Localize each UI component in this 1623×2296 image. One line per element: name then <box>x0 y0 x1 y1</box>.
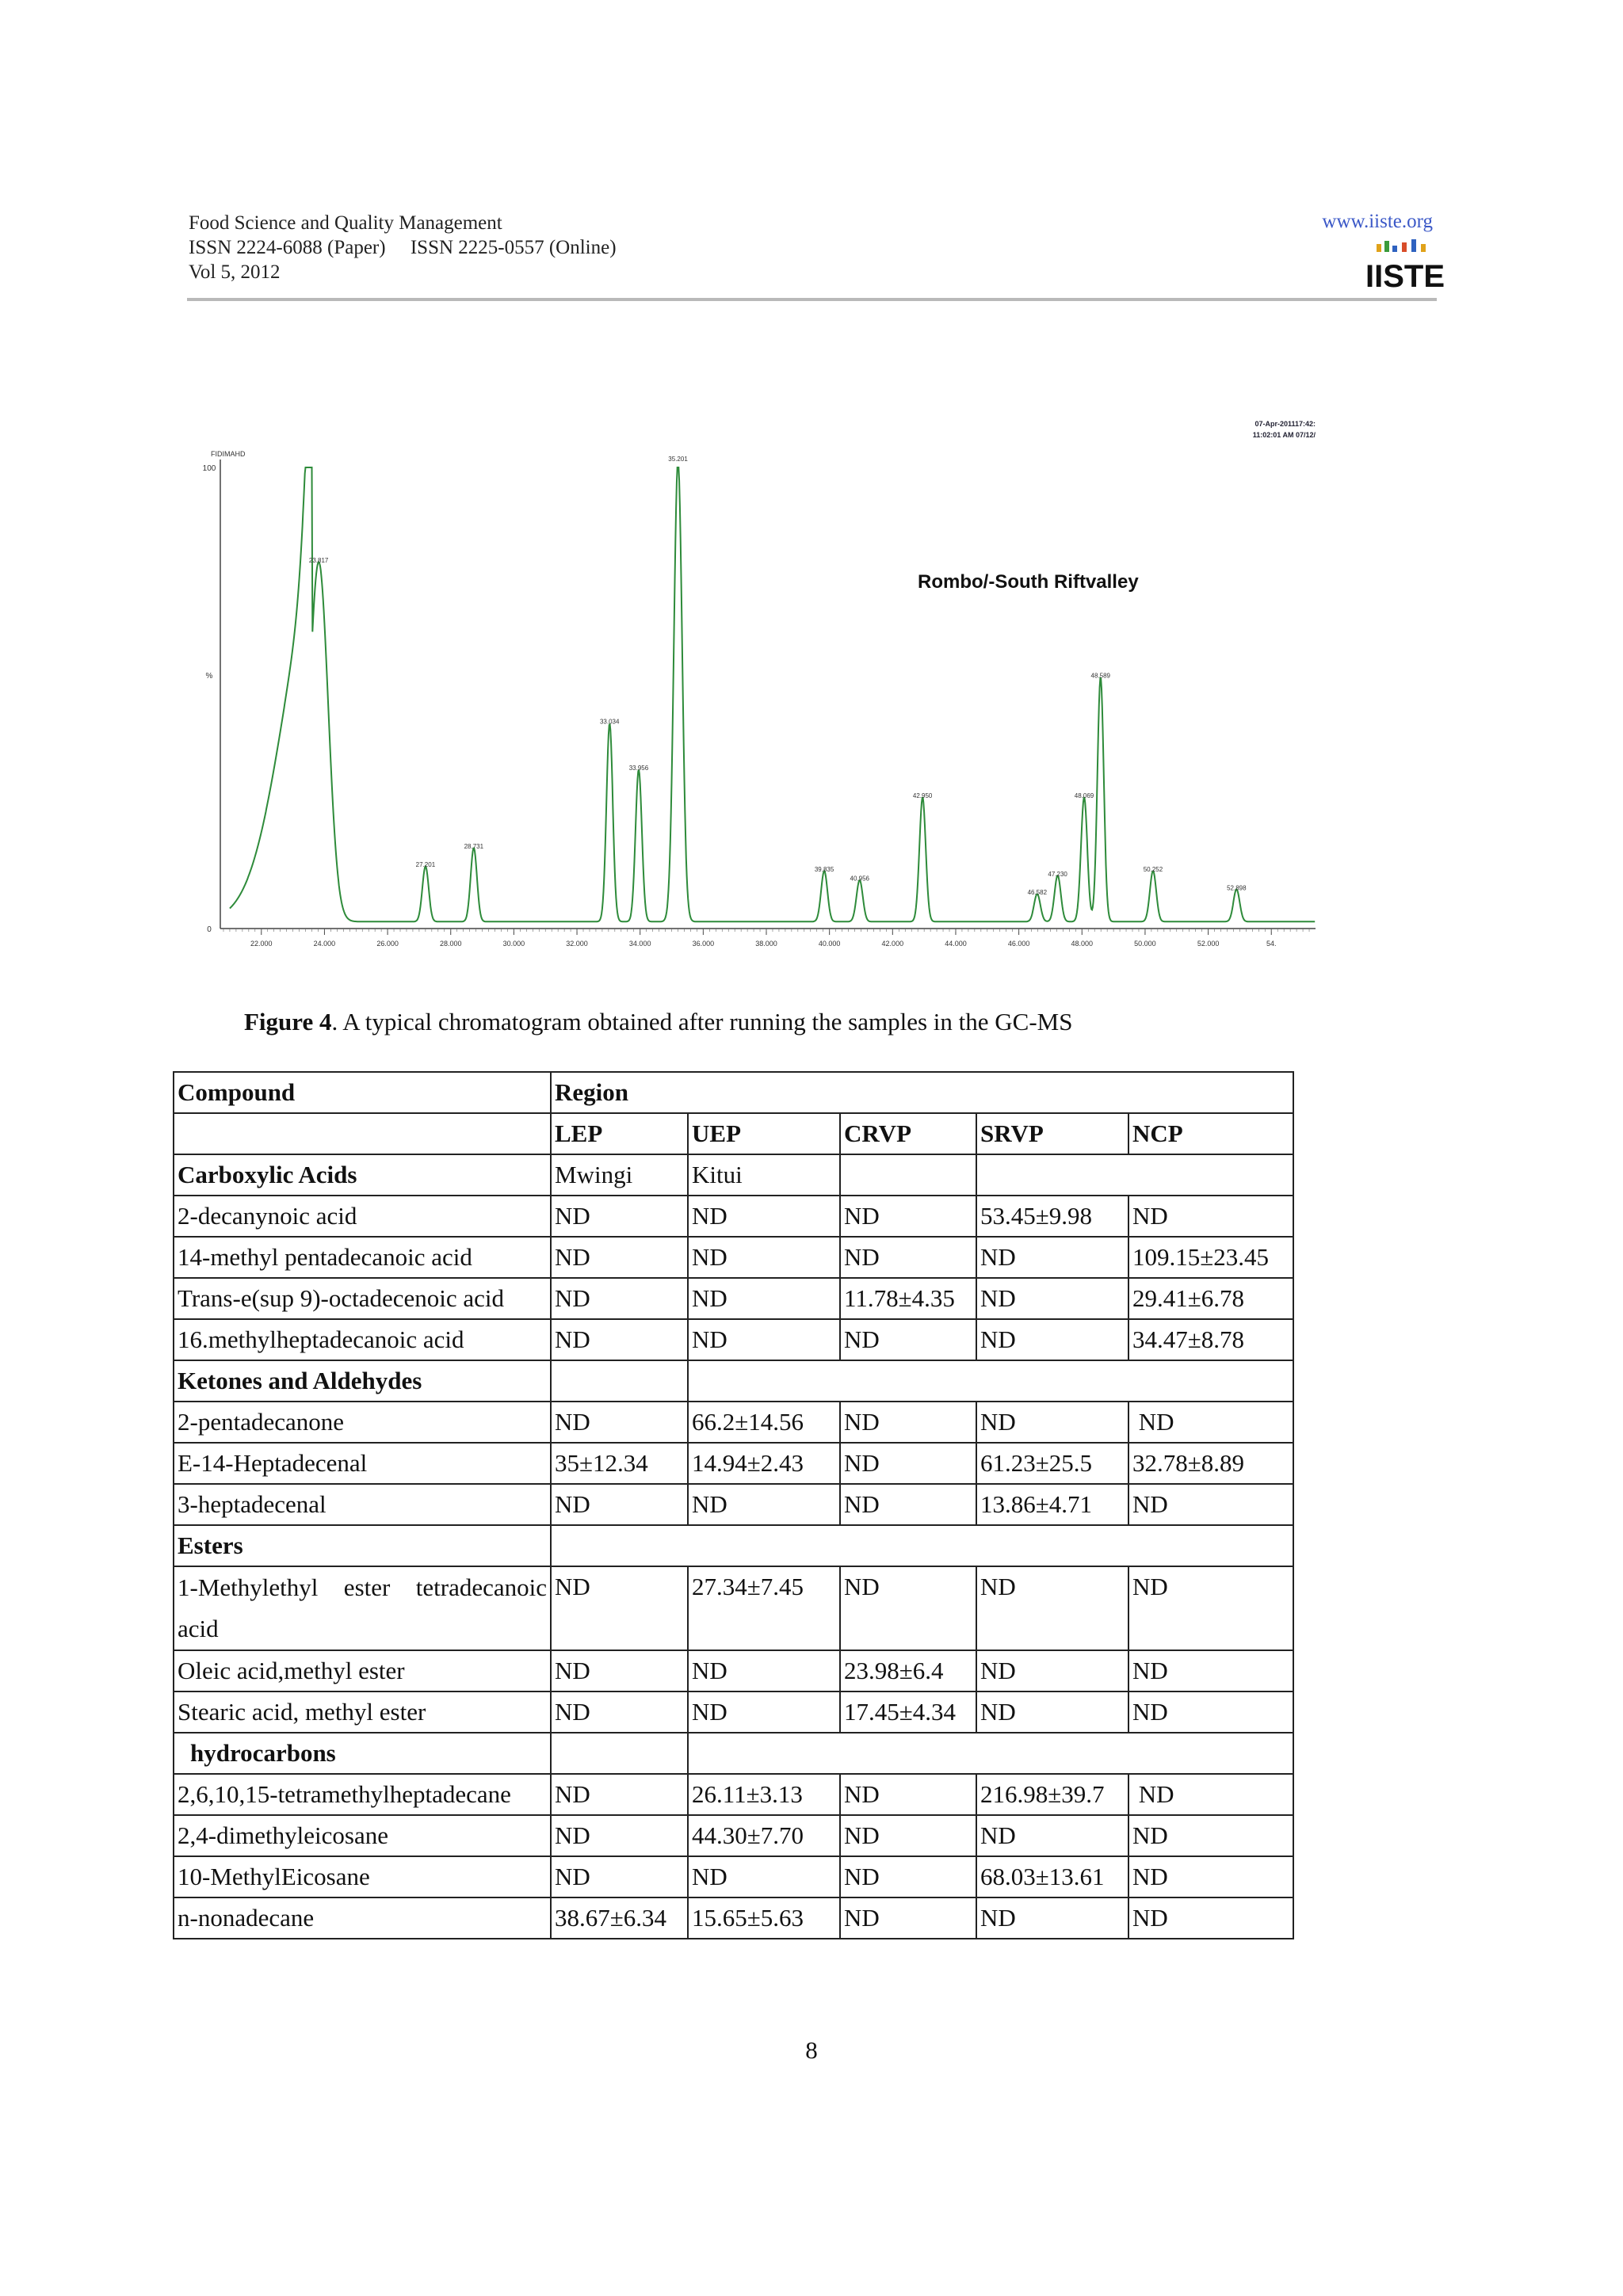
empty-cell <box>551 1360 688 1402</box>
table-row <box>174 1815 1293 1856</box>
table-cell: 34.47±8.78 <box>1128 1319 1293 1360</box>
table-cell: ND <box>688 1691 840 1733</box>
table-row <box>174 1237 1293 1278</box>
peak-label: 52.898 <box>1227 884 1247 892</box>
table-row <box>174 1897 1293 1939</box>
table-cell: ND <box>688 1650 840 1691</box>
table-cell: ND <box>976 1650 1128 1691</box>
compound-name: E-14-Heptadecenal <box>174 1443 551 1484</box>
compound-name <box>174 1566 551 1650</box>
table-cell: ND <box>976 1897 1128 1939</box>
table-cell: ND <box>1128 1402 1293 1443</box>
table-cell: 35±12.34 <box>551 1443 688 1484</box>
col-srvp: SRVP <box>976 1113 1128 1154</box>
compound-name: Stearic acid, methyl ester <box>174 1691 551 1733</box>
table-cell: ND <box>551 1691 688 1733</box>
journal-header <box>189 211 617 284</box>
table-cell: ND <box>976 1237 1128 1278</box>
section-title <box>174 1733 551 1774</box>
chart-title: Rombo/-South Riftvalley <box>918 571 1139 593</box>
journal-name: Food Science and Quality Management <box>189 212 502 234</box>
x-tick-label: 34.000 <box>628 940 651 948</box>
table-cell: ND <box>1128 1691 1293 1733</box>
empty-cell <box>688 1360 1293 1402</box>
table-cell: ND <box>551 1484 688 1525</box>
journal-volume: Vol 5, 2012 <box>189 261 281 283</box>
compound-name: 14-methyl pentadecanoic acid <box>174 1237 551 1278</box>
section-row <box>174 1525 1293 1566</box>
timestamp-line: 07-Apr-201117:42: <box>1254 420 1316 428</box>
x-tick-label: 24.000 <box>313 940 336 948</box>
table-cell: ND <box>688 1856 840 1897</box>
compound-name: n-nonadecane <box>174 1897 551 1939</box>
compound-name: 2-decanynoic acid <box>174 1196 551 1237</box>
table-cell: 53.45±9.98 <box>976 1196 1128 1237</box>
region-columns-row <box>174 1113 1293 1154</box>
peak-label: 28.731 <box>464 842 484 850</box>
table-cell: 17.45±4.34 <box>840 1691 976 1733</box>
table-cell: 14.94±2.43 <box>688 1443 840 1484</box>
table-cell: ND <box>840 1196 976 1237</box>
section-row <box>174 1360 1293 1402</box>
compound-name: 2,6,10,15-tetramethylheptadecane <box>174 1774 551 1815</box>
table-cell: 11.78±4.35 <box>840 1278 976 1319</box>
table-row <box>174 1650 1293 1691</box>
col-crvp: CRVP <box>840 1113 976 1154</box>
table-cell: ND <box>976 1278 1128 1319</box>
compound-header: Compound <box>174 1072 551 1113</box>
journal-issn: ISSN 2224-6088 (Paper) ISSN 2225-0557 (Online) <box>189 237 617 258</box>
x-tick-label: 32.000 <box>566 940 588 948</box>
peak-label: 47.230 <box>1048 870 1067 878</box>
section-row <box>174 1154 1293 1196</box>
table-cell: ND <box>1128 1484 1293 1525</box>
peak-label: 35.201 <box>668 456 688 463</box>
section-title: Carboxylic Acids <box>174 1154 551 1196</box>
table-header-row <box>174 1072 1293 1113</box>
peak-label: 42.950 <box>912 791 933 799</box>
x-tick-label: 36.000 <box>692 940 715 948</box>
table-cell: 68.03±13.61 <box>976 1856 1128 1897</box>
table-cell: 13.86±4.71 <box>976 1484 1128 1525</box>
section-title: Esters <box>174 1525 551 1566</box>
empty-cell <box>976 1154 1293 1196</box>
table-cell: ND <box>840 1319 976 1360</box>
x-tick-label: 48.000 <box>1071 940 1094 948</box>
chromatogram-trace <box>230 467 1315 921</box>
table-cell: 27.34±7.45 <box>688 1566 840 1650</box>
table-cell: ND <box>688 1484 840 1525</box>
x-tick-label: 42.000 <box>881 940 904 948</box>
table-row <box>174 1691 1293 1733</box>
table-cell: ND <box>551 1856 688 1897</box>
table-cell: ND <box>976 1815 1128 1856</box>
x-tick-label: 22.000 <box>250 940 273 948</box>
table-cell: ND <box>688 1196 840 1237</box>
x-tick-label: 30.000 <box>502 940 525 948</box>
x-tick-label: 40.000 <box>818 940 841 948</box>
empty-cell <box>551 1525 1293 1566</box>
table-cell: ND <box>1128 1897 1293 1939</box>
x-tick-label: 46.000 <box>1007 940 1030 948</box>
table-cell: 15.65±5.63 <box>688 1897 840 1939</box>
compound-name: 2-pentadecanone <box>174 1402 551 1443</box>
x-tick-label: 50.000 <box>1134 940 1156 948</box>
x-tick-label: 26.000 <box>376 940 399 948</box>
table-cell: 61.23±25.5 <box>976 1443 1128 1484</box>
table-cell: ND <box>551 1566 688 1650</box>
table-cell: 23.98±6.4 <box>840 1650 976 1691</box>
peak-label: 48.069 <box>1074 791 1094 799</box>
header-divider <box>187 298 1437 301</box>
table-cell: ND <box>976 1402 1128 1443</box>
y-tick-label: 0 <box>207 925 212 934</box>
timestamp-line: 11:02:01 AM 07/12/ <box>1252 431 1316 439</box>
table-cell: ND <box>1128 1566 1293 1650</box>
peak-label: 23.817 <box>308 557 329 565</box>
table-cell: ND <box>688 1319 840 1360</box>
table-cell: 38.67±6.34 <box>551 1897 688 1939</box>
x-tick-label: 52.000 <box>1197 940 1220 948</box>
table-cell: ND <box>551 1774 688 1815</box>
x-tick-label: 28.000 <box>439 940 462 948</box>
journal-website-link[interactable]: www.iiste.org <box>1322 211 1433 232</box>
section-sub-cell: Mwingi <box>551 1154 688 1196</box>
region-header: Region <box>551 1072 1293 1113</box>
figure-label: Figure 4 <box>244 1008 332 1035</box>
compound-name-line: acid <box>178 1615 219 1642</box>
table-cell: ND <box>976 1319 1128 1360</box>
table-cell: ND <box>1128 1650 1293 1691</box>
table-row <box>174 1196 1293 1237</box>
peak-label: 33.956 <box>628 764 649 772</box>
empty-cell <box>688 1733 1293 1774</box>
table-cell: ND <box>688 1237 840 1278</box>
section-title: Ketones and Aldehydes <box>174 1360 551 1402</box>
table-cell: 26.11±3.13 <box>688 1774 840 1815</box>
empty-cell <box>551 1733 688 1774</box>
y-tick-label: % <box>205 671 213 681</box>
table-cell: ND <box>551 1237 688 1278</box>
table-cell: 44.30±7.70 <box>688 1815 840 1856</box>
figure-caption <box>244 1008 1072 1036</box>
x-tick-label: 44.000 <box>945 940 967 948</box>
page-number: 8 <box>805 2036 818 2064</box>
table-cell: 32.78±8.89 <box>1128 1443 1293 1484</box>
compound-name: 10-MethylEicosane <box>174 1856 551 1897</box>
table-cell: ND <box>840 1402 976 1443</box>
x-tick-label: 54. <box>1266 940 1277 948</box>
peak-label: 27.201 <box>415 861 436 869</box>
table-row <box>174 1774 1293 1815</box>
figure-caption-text: . A typical chromatogram obtained after running the samples in the GC-MS <box>331 1008 1073 1035</box>
compound-name: Trans-e(sup 9)-octadecenoic acid <box>174 1278 551 1319</box>
compound-name: 16.methylheptadecanoic acid <box>174 1319 551 1360</box>
peak-label: 40.956 <box>850 875 869 883</box>
table-cell: ND <box>1128 1774 1293 1815</box>
peak-label: 46.582 <box>1027 889 1048 897</box>
table-cell: ND <box>1128 1196 1293 1237</box>
peak-label: 48.589 <box>1090 672 1110 680</box>
table-cell: ND <box>688 1278 840 1319</box>
table-row <box>174 1278 1293 1319</box>
table-cell: ND <box>840 1443 976 1484</box>
compounds-table <box>173 1071 1294 1939</box>
table-cell: 66.2±14.56 <box>688 1402 840 1443</box>
section-sub-cell: Kitui <box>688 1154 840 1196</box>
table-row <box>174 1443 1293 1484</box>
peak-label: 33.034 <box>599 718 620 726</box>
table-cell: 109.15±23.45 <box>1128 1237 1293 1278</box>
table-cell: ND <box>551 1196 688 1237</box>
table-row <box>174 1856 1293 1897</box>
section-row <box>174 1733 1293 1774</box>
table-cell: ND <box>976 1691 1128 1733</box>
table-cell: ND <box>551 1402 688 1443</box>
table-cell: ND <box>1128 1815 1293 1856</box>
chromatogram-chart <box>181 420 1316 959</box>
table-row <box>174 1319 1293 1360</box>
compound-name: 2,4-dimethyleicosane <box>174 1815 551 1856</box>
compound-name: Oleic acid,methyl ester <box>174 1650 551 1691</box>
compound-name: 3-heptadecenal <box>174 1484 551 1525</box>
empty-cell <box>174 1113 551 1154</box>
table-cell: ND <box>840 1815 976 1856</box>
table-cell: ND <box>840 1897 976 1939</box>
table-cell: ND <box>840 1774 976 1815</box>
col-lep: LEP <box>551 1113 688 1154</box>
table-cell: ND <box>976 1566 1128 1650</box>
table-cell: 216.98±39.7 <box>976 1774 1128 1815</box>
peak-label: 39.835 <box>814 865 834 873</box>
detector-label: FIDIMAHD <box>211 450 246 458</box>
svg-text:IISTE: IISTE <box>1365 259 1445 294</box>
table-row <box>174 1484 1293 1525</box>
empty-cell <box>840 1154 976 1196</box>
table-cell: ND <box>551 1815 688 1856</box>
table-cell: ND <box>551 1278 688 1319</box>
table-row <box>174 1402 1293 1443</box>
section-title-text: hydrocarbons <box>190 1739 336 1767</box>
y-tick-label: 100 <box>202 464 216 473</box>
iiste-logo <box>1365 239 1445 294</box>
compound-name-line: 1-Methylethyl ester tetradecanoic <box>178 1573 547 1601</box>
table-cell: ND <box>840 1484 976 1525</box>
table-row <box>174 1566 1293 1650</box>
table-cell: ND <box>551 1650 688 1691</box>
peak-label: 50.252 <box>1143 865 1163 873</box>
table-cell: ND <box>840 1237 976 1278</box>
table-cell: ND <box>840 1566 976 1650</box>
table-cell: 29.41±6.78 <box>1128 1278 1293 1319</box>
table-cell: ND <box>551 1319 688 1360</box>
table-cell: ND <box>840 1856 976 1897</box>
col-uep: UEP <box>688 1113 840 1154</box>
table-cell: ND <box>1128 1856 1293 1897</box>
col-ncp: NCP <box>1128 1113 1293 1154</box>
x-tick-label: 38.000 <box>755 940 777 948</box>
